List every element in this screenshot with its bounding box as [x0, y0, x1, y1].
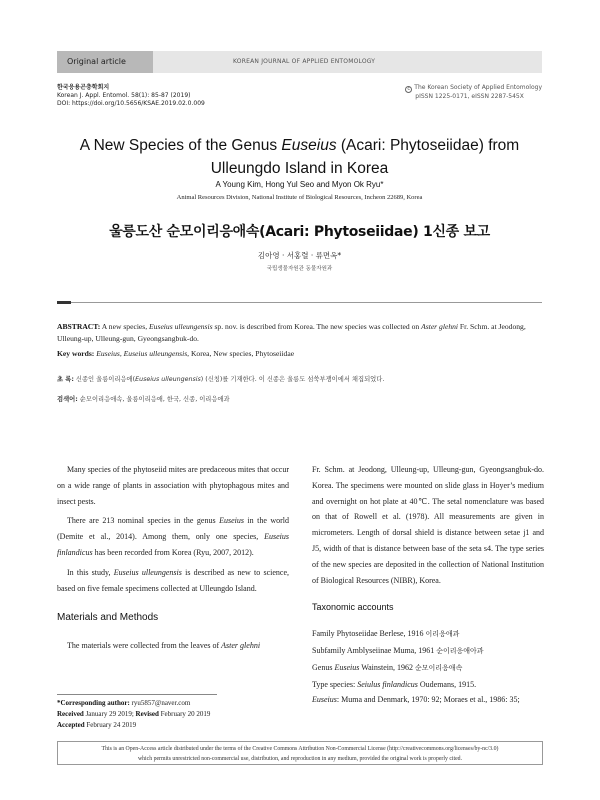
journal-title-kr: 한국응용곤충학회지 — [57, 84, 110, 91]
article-type-label: Original article — [57, 51, 153, 73]
copyright-icon: c — [405, 86, 412, 93]
taxon-synonymy: Euseius: Muma and Denmark, 1970: 92; Moraes et al., 1986: 35; — [312, 695, 520, 705]
affiliation: Animal Resources Division, National Institute of Biological Resources, Incheon 22689, Korea — [176, 194, 423, 201]
keywords: Key words: Euseius, Euseius ulleungensis, Korea, New species, Phytoseiidae — [57, 349, 295, 358]
taxonomy-list — [312, 626, 544, 708]
section-heading-methods: Materials and Methods — [57, 612, 159, 624]
corresponding-email[interactable]: ryu5857@naver.com — [129, 699, 191, 707]
keywords-kr: 검색어: 순모이리응애속, 울릉이리응애, 한국, 신종, 이리응애과 — [57, 396, 230, 403]
journal-header-bar — [57, 51, 542, 73]
journal-name: KOREAN JOURNAL OF APPLIED ENTOMOLOGY — [233, 58, 376, 65]
body-column-left — [57, 462, 289, 658]
paragraph: The materials were collected from the leaves of Aster glehni — [67, 641, 261, 651]
authors: A Young Kim, Hong Yul Seo and Myon Ok Ryu* — [215, 180, 384, 189]
license-line: which permits unrestricted non-commercial use, distribution, and reproduction in any medium, provided the original work is properly cited. — [137, 756, 463, 762]
article-title: A New Species of the Genus Euseius (Acari: Phytoseiidae) from Ulleungdo Island in Korea — [79, 137, 520, 177]
citation-block — [57, 84, 205, 108]
article-title-kr: 울릉도산 순모이리응애속(Acari: Phytoseiidae) 1신종 보고 — [109, 224, 490, 240]
abstract: ABSTRACT: A new species, Euseius ulleungensis sp. nov. is described from Korea. The new species was collected on Aster glehni Fr. Schm. at Jeodong, Ulleung-up, Ulleung-gun, Gyeongsangbuk-do. — [57, 322, 526, 343]
license-line: This is an Open-Access article distributed under the terms of the Creative Commons Attribution Non-Commercial License (http://creativecommons.org/licenses/by-nc/3.0) — [101, 746, 499, 752]
taxon-type-species: Type species: Seiulus finlandicus Oudemans, 1915. — [312, 679, 477, 689]
authors-kr: 김아영 · 서홍렬 · 류면옥* — [257, 251, 342, 260]
paragraph: In this study, Euseius ulleungensis is described as new to science, based on five female specimens collected at Ulleungdo Island. — [57, 567, 289, 593]
abstract-kr: 초 록: 신종인 울릉이리응애(Euseius ulleungensis) (신칭)를 기재한다. 이 신종은 울릉도 섬쑥부쟁이에서 채집되었다. — [57, 376, 385, 383]
issn: pISSN 1225-0171, eISSN 2287-545X — [415, 93, 524, 100]
license-box — [57, 741, 543, 765]
footnote: *Corresponding author: ryu5857@naver.com Received January 29 2019; Revised February 20 2019 Accepted February 24 2019 — [57, 699, 211, 729]
copyright-block — [405, 84, 542, 101]
body-column-right — [312, 462, 544, 708]
taxon-subfamily: Subfamily Amblyseiinae Muma, 1961 순이리응애아과 — [312, 645, 484, 655]
section-heading-taxonomy: Taxonomic accounts — [312, 602, 394, 613]
paragraph: There are 213 nominal species in the genus Euseius in the world (Demite et al., 2014). Among them, only one species, Euseius finlandicus has been recorded from Korea (Ryu, 2007, 2012). — [57, 516, 289, 557]
taxon-genus: Genus Euseius Wainstein, 1962 순모이리응애속 — [312, 662, 463, 672]
affiliation-kr: 국립생물자원관 동물자원과 — [266, 266, 333, 272]
citation: Korean J. Appl. Entomol. 58(1): 85-87 (2019) — [57, 92, 191, 99]
footnote-divider — [57, 694, 217, 695]
doi-link[interactable]: DOI: https://doi.org/10.5656/KSAE.2019.02.0.009 — [57, 100, 205, 107]
copyright-text: The Korean Society of Applied Entomology — [414, 84, 542, 91]
section-divider — [57, 302, 542, 303]
paragraph: Fr. Schm. at Jeodong, Ulleung-up, Ulleung-gun, Gyeongsangbuk-do. Korea. The specimens were mounted on slide glass in Hoyer’s medium and overnight on hot plate at 40℃. The setal nomenclature was based on that of Rowell et al. (1978). All measurements are given in micrometers. Length of dorsal shield is distance between setae j1 and J5, width of that is distance between base of the seta s4. The type series of the new species are deposited in the collection of National Institution of Biological Resources (NIBR), Korea. — [312, 465, 544, 585]
paragraph: Many species of the phytoseiid mites are predaceous mites that occur on a wide range of plants in association with phytophagous mites and insect pests. — [57, 465, 289, 506]
taxon-family: Family Phytoseiidae Berlese, 1916 이리응애과 — [312, 629, 460, 639]
